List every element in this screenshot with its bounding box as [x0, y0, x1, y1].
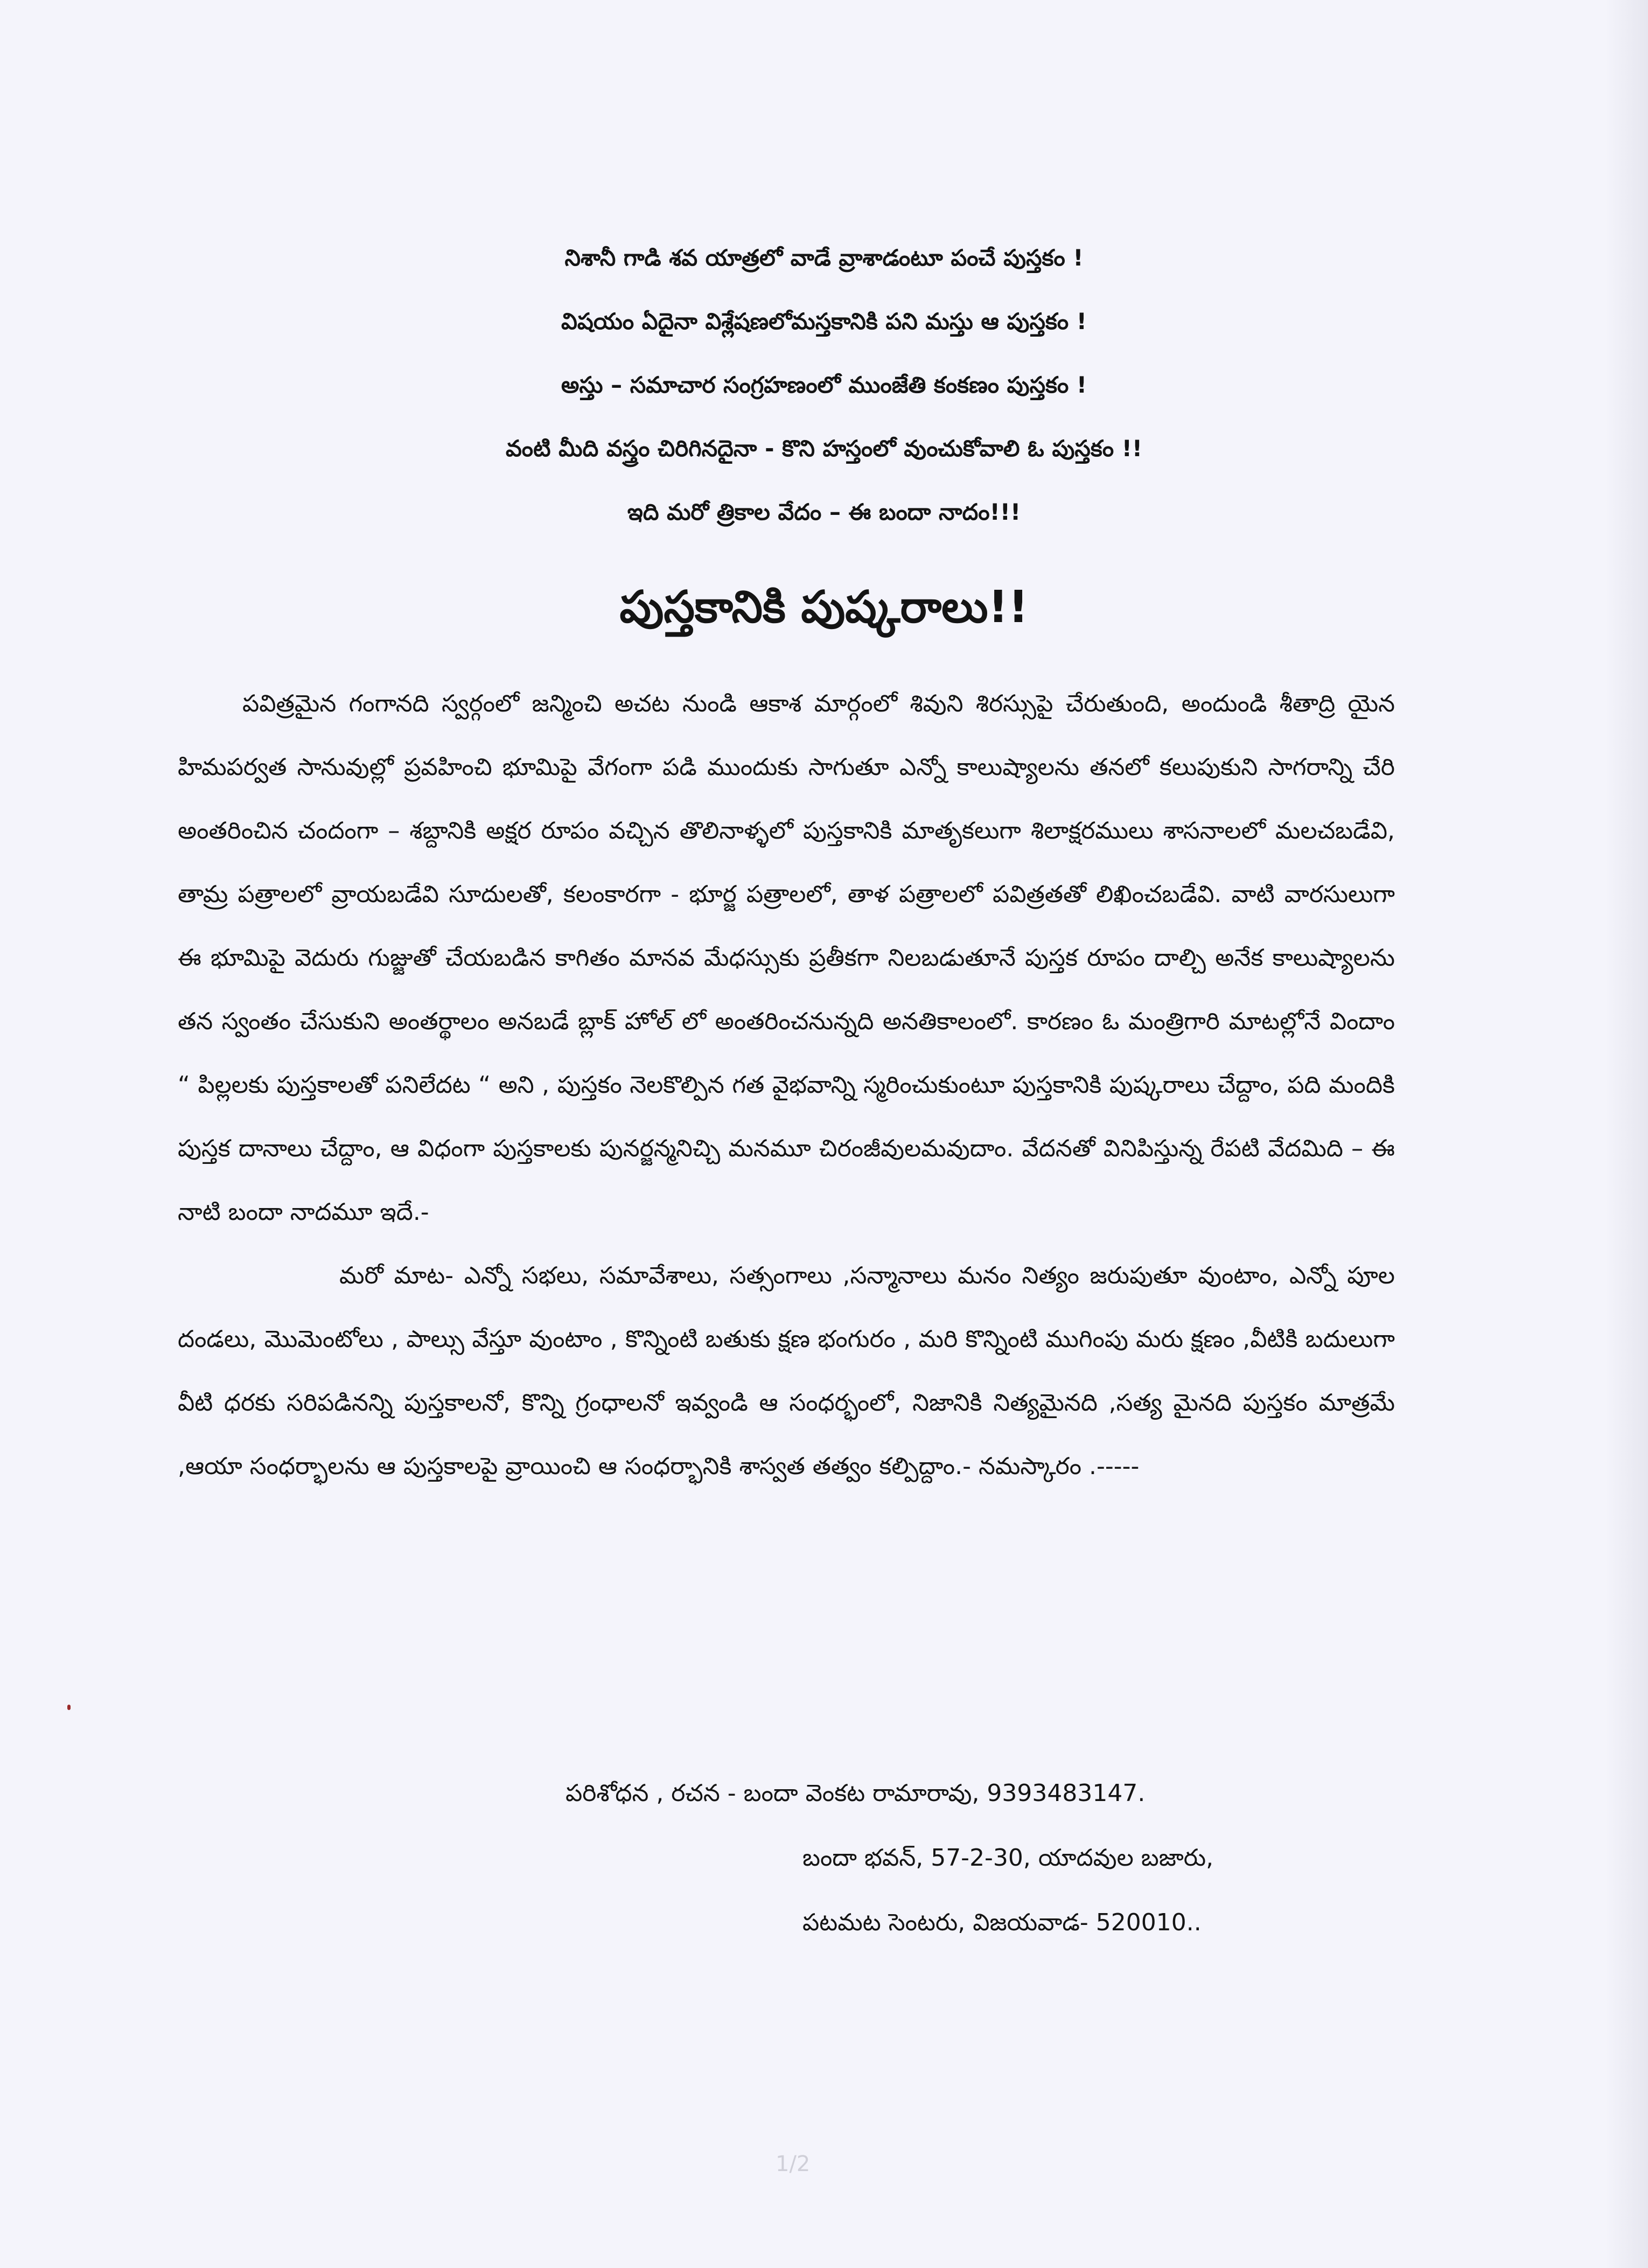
verse-line: అస్తు – సమాచార సంగ్రహణంలో ముంజేతి కంకణం పుస్తకం !: [561, 372, 1087, 398]
ink-speck: [67, 1705, 71, 1710]
verse-line: ఇది మరో త్రికాల వేదం – ఈ బందా నాదం!!!: [627, 499, 1021, 525]
verse-line: వంటి మీది వస్త్రం చిరిగినదైనా - కొని హస్తంలో వుంచుకోవాలి ఓ పుస్తకం !!: [505, 435, 1143, 462]
verse-line: విషయం ఏదైనా విశ్లేషణలోమస్తకానికి పని మస్తు ఆ పుస్తకం !: [561, 308, 1087, 334]
address-line: బందా భవన్, 57-2-30, యాదవుల బజారు,: [802, 1844, 1214, 1872]
author-signature-block: [565, 1761, 1427, 1955]
paragraph: పవిత్రమైన గంగానది స్వర్గంలో జన్మించి అచట నుండి ఆకాశ మార్గంలో శివుని శిరస్సుపై చేరుతుంది, అందుండి శీతాద్రి యైన హిమపర్వత సానువుల్లో ప్రవహించి భూమిపై వేగంగా పడి ముందుకు సాగుతూ ఎన్నో కాలుష్యాలను తనలో కలుపుకుని సాగరాన్ని చేరి అంతరించిన చందంగా – శబ్దానికి అక్షర రూపం వచ్చిన తొలినాళ్ళలో పుస్తకానికి మాతృకలుగా శిలాక్షరములు శాసనాలలో మలచబడేవి, తామ్ర పత్రాలలో వ్రాయబడేవి సూదులతో, కలంకారగా - భూర్జ పత్రాలలో, తాళ పత్రాలలో పవిత్రతతో లిఖించబడేవి. వాటి వారసులుగా ఈ భూమిపై వెదురు గుజ్జుతో చేయబడిన కాగితం మానవ మేధస్సుకు ప్రతీకగా నిలబడుతూనే పుస్తక రూపం దాల్చి అనేక కాలుష్యాలను తన స్వంతం చేసుకుని అంతర్థాలం అనబడే బ్లాక్ హోల్ లో అంతరించనున్నది అనతికాలంలో. కారణం ఓ మంత్రిగారి మాటల్లోనే విందాం “ పిల్లలకు పుస్తకాలతో పనిలేదట “ అని , పుస్తకం నెలకొల్పిన గత వైభవాన్ని స్మరించుకుంటూ పుస్తకానికి పుష్కరాలు చేద్దాం, పది మందికి పుస్తక దానాలు చేద్దాం, ఆ విధంగా పుస్తకాలకు పునర్జన్మనిచ్చి మనమూ చిరంజీవులమవుదాం. వేదనతో వినిపిస్తున్న రేపటి వేదమిది – ఈ నాటి బందా నాదమూ ఇదే.-: [178, 690, 1395, 1226]
page-number: 1/2: [776, 2152, 811, 2176]
verse-line: నిశానీ గాడి శవ యాత్రలో వాడే వ్రాశాడంటూ పంచే పుస్తకం !: [564, 245, 1084, 271]
article-body: [178, 672, 1395, 1498]
author-credit: పరిశోధన , రచన - బందా వెంకట రామారావు, 9393483147.: [565, 1779, 1146, 1807]
page-title: పుస్తకానికి పుష్కరాలు!!: [619, 582, 1029, 633]
paragraph: మరో మాట- ఎన్నో సభలు, సమావేశాలు, సత్సంగాలు ,సన్మానాలు మనం నిత్యం జరుపుతూ వుంటాం, ఎన్నో పూల దండలు, మొమెంటోలు , పాల్సు వేస్తూ వుంటాం , కొన్నింటి బతుకు క్షణ భంగురం , మరి కొన్నింటి ముగింపు మరు క్షణం ,వీటికి బదులుగా వీటి ధరకు సరిపడినన్ని పుస్తకాలనో, కొన్ని గ్రంధాలనో ఇవ్వండి ఆ సంధర్భంలో, నిజానికి నిత్యమైనది ,సత్య మైనది పుస్తకం మాత్రమే ,ఆయా సంధర్భాలను ఆ పుస్తకాలపై వ్రాయించి ఆ సంధర్భానికి శాస్వత తత్వం కల్పిద్దాం.- నమస్కారం .-----: [178, 1262, 1395, 1480]
opening-verse: [0, 226, 1648, 544]
address-line: పటమట సెంటరు, విజయవాడ- 520010..: [802, 1909, 1202, 1936]
